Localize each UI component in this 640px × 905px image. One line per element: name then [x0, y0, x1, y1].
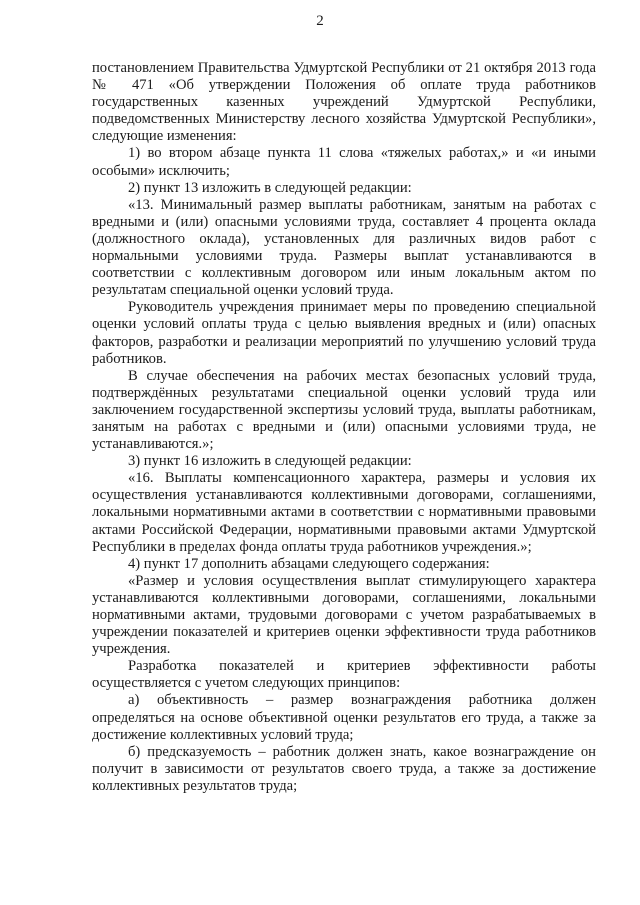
- paragraph: «16. Выплаты компенсационного характера, размеры и условия их осуществления устанавливаются коллективными договорами, соглашениями, локальными нормативными актами в соответствии с нормативными правовыми актами Российской Федерации, нормативными правовыми актами Удмуртской Республики в пределах фонда оплаты труда работников учреждения.»;: [92, 470, 596, 555]
- paragraph: постановлением Правительства Удмуртской Республики от 21 октября 2013 года № 471 «Об утверждении Положения об оплате труда работников государственных казенных учреждений Удмуртской Республики, подведомственных Министерству лесного хозяйства Удмуртской Республики», следующие изменения:: [92, 60, 596, 145]
- paragraph: 4) пункт 17 дополнить абзацами следующего содержания:: [128, 555, 490, 572]
- paragraph: В случае обеспечения на рабочих местах безопасных условий труда, подтверждённых результатами специальной оценки условий труда или заключением государственной экспертизы условий труда, выплаты работникам, занятым на работах с вредными и (или) опасными условиями труда, не устанавливаются.»;: [92, 367, 596, 453]
- paragraph: «13. Минимальный размер выплаты работникам, занятым на работах с вредными и (или) опасными условиями труда, составляет 4 процента оклада (должностного оклада), установленных для различных видов работ с нормальными условиями труда. Размеры выплат устанавливаются в соответствии с коллективным договором или иным локальным актом по результатам специальной оценки условий труда.: [92, 196, 596, 299]
- paragraph: 1) во втором абзаце пункта 11 слова «тяжелых работах,» и «и иными особыми» исключить;: [92, 145, 596, 179]
- paragraph: «Размер и условия осуществления выплат стимулирующего характера устанавливаются коллективными договорами, соглашениями, локальными нормативными актами, трудовыми договорами с учетом разрабатываемых в учреждении показателей и критериев оценки эффективности труда работников учреждения.: [92, 572, 596, 658]
- paragraph: Разработка показателей и критериев эффективности работы осуществляется с учетом следующих принципов:: [92, 658, 596, 692]
- paragraph: 3) пункт 16 изложить в следующей редакции:: [128, 453, 412, 470]
- document-body: [92, 60, 596, 795]
- paragraph: Руководитель учреждения принимает меры по проведению специальной оценки условий оплаты труда с целью выявления вредных и (или) опасных факторов, разработки и реализации мероприятий по улучшению условий труда работников.: [92, 299, 596, 367]
- paragraph: б) предсказуемость – работник должен знать, какое вознаграждение он получит в зависимости от результатов своего труда, а также за достижение коллективных результатов труда;: [92, 743, 596, 794]
- page-number: 2: [316, 13, 324, 29]
- paragraph: 2) пункт 13 изложить в следующей редакции:: [128, 179, 412, 196]
- paragraph: а) объективность – размер вознаграждения работника должен определяться на основе объективной оценки результатов его труда, а также за достижение коллективных условий труда;: [92, 692, 596, 743]
